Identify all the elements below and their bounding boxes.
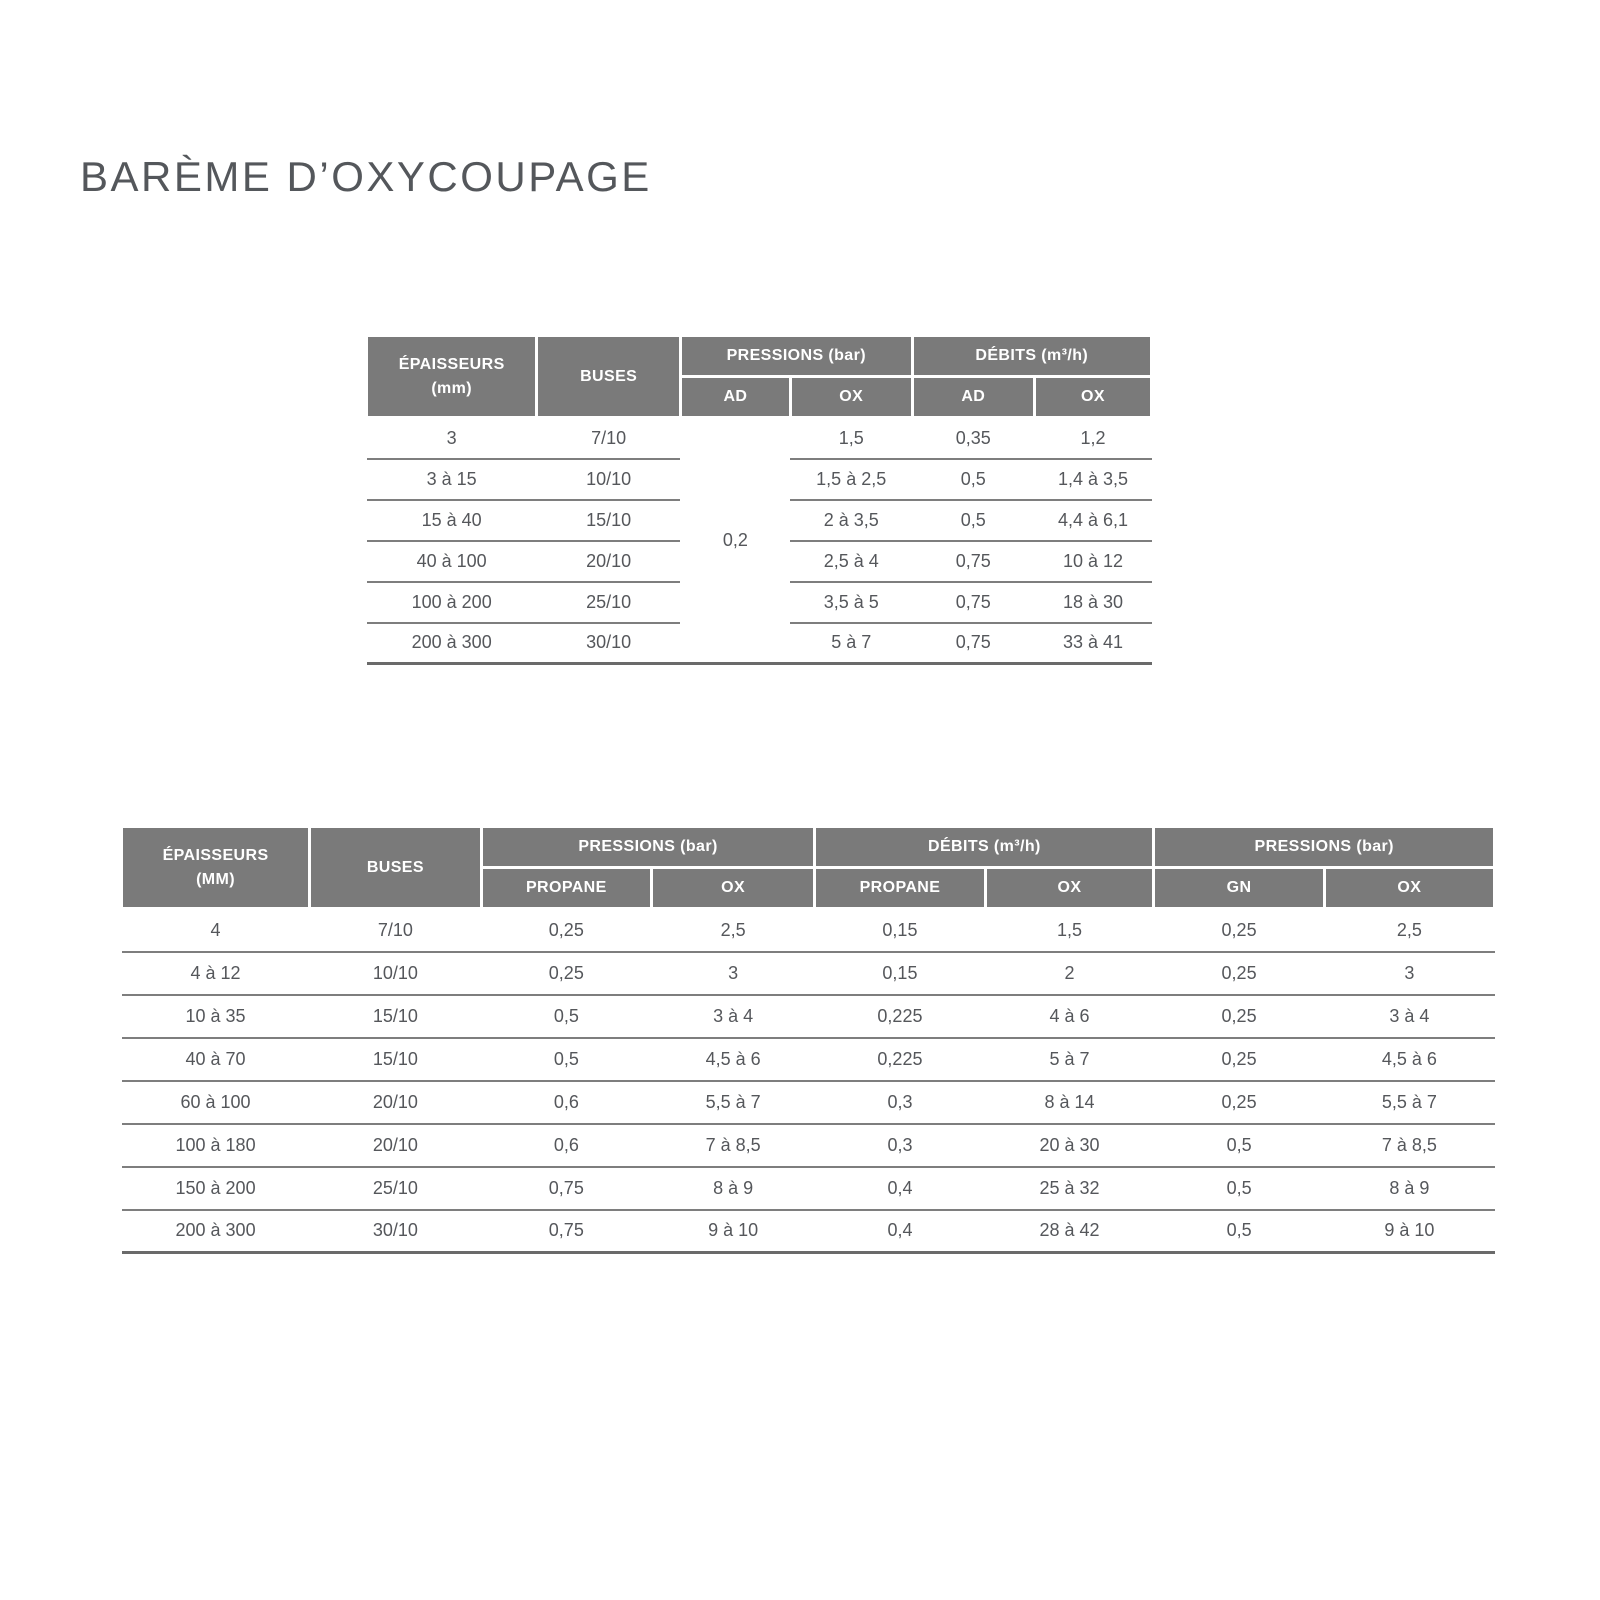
col-header-epaisseurs-unit: (mm)	[431, 379, 473, 397]
sub-header-debits-ox: OX	[985, 868, 1154, 909]
cell: 4 à 6	[985, 995, 1154, 1038]
cell: 3 à 15	[367, 459, 537, 500]
cell: 40 à 100	[367, 541, 537, 582]
sub-header-pressions-gn: GN	[1154, 868, 1324, 909]
cell: 18 à 30	[1035, 582, 1152, 623]
sub-header-pressions-ad: AD	[680, 377, 790, 418]
cell: 8 à 14	[985, 1081, 1154, 1124]
cell: 0,25	[481, 952, 651, 995]
cell: 7/10	[310, 909, 482, 952]
sub-header-debits-ad: AD	[912, 377, 1034, 418]
merged-ad-pression-cell: 0,2	[722, 530, 748, 550]
sub-header-pressions-ox: OX	[651, 868, 814, 909]
group-header-debits: DÉBITS (m³/h)	[912, 336, 1151, 377]
cell: 0,4	[815, 1167, 985, 1210]
cell: 0,75	[912, 541, 1034, 582]
table-row	[367, 418, 1152, 459]
cell: 0,6	[481, 1124, 651, 1167]
cell: 4	[122, 909, 310, 952]
cell: 7/10	[537, 418, 681, 459]
cell: 5 à 7	[985, 1038, 1154, 1081]
table2-body	[122, 909, 1495, 1253]
cell: 0,15	[815, 952, 985, 995]
group-header-debits: DÉBITS (m³/h)	[815, 827, 1154, 868]
cell: 7 à 8,5	[651, 1124, 814, 1167]
cell: 0,4	[887, 1220, 913, 1241]
cell: 20/10	[537, 541, 681, 582]
sub-header-pressions-ox: OX	[790, 377, 912, 418]
cell: 0,225	[815, 995, 985, 1038]
cell: 0,75	[481, 1167, 651, 1210]
table-row	[122, 1210, 1495, 1253]
cell: 0,5	[912, 500, 1034, 541]
cell: 25/10	[537, 582, 681, 623]
cell: 30/10	[372, 1220, 418, 1241]
cell: 8 à 9	[651, 1167, 814, 1210]
table1-body	[367, 418, 1152, 664]
cell: 0,75	[955, 632, 991, 653]
col-header-buses: BUSES	[310, 827, 482, 909]
oxycutting-table-ad	[365, 334, 1153, 665]
cell: 28 à 42	[1039, 1220, 1100, 1241]
cell: 0,5	[481, 1038, 651, 1081]
col-header-epaisseurs	[367, 336, 537, 418]
cell: 4,4 à 6,1	[1035, 500, 1152, 541]
sub-header-debits-ox: OX	[1035, 377, 1152, 418]
table1-header	[367, 336, 1152, 418]
table-row	[122, 1038, 1495, 1081]
cell: 200 à 300	[175, 1220, 256, 1241]
cell: 9 à 10	[708, 1220, 759, 1241]
cell: 2 à 3,5	[790, 500, 912, 541]
cell: 5 à 7	[831, 632, 872, 653]
cell: 150 à 200	[122, 1167, 310, 1210]
table-row	[122, 1167, 1495, 1210]
cell: 3	[1324, 952, 1494, 995]
cell: 25/10	[310, 1167, 482, 1210]
cell: 2,5 à 4	[790, 541, 912, 582]
cell: 7 à 8,5	[1324, 1124, 1494, 1167]
cell: 1,5 à 2,5	[790, 459, 912, 500]
cell: 10 à 12	[1035, 541, 1152, 582]
cell: 25 à 32	[985, 1167, 1154, 1210]
cell: 1,5	[790, 418, 912, 459]
sub-header-pressions-propane: PROPANE	[481, 868, 651, 909]
table2-header	[122, 827, 1495, 909]
cell: 60 à 100	[122, 1081, 310, 1124]
cell: 0,25	[1154, 1081, 1324, 1124]
cell: 0,35	[912, 418, 1034, 459]
cell: 40 à 70	[122, 1038, 310, 1081]
cell: 0,75	[912, 582, 1034, 623]
cell: 0,5	[1226, 1220, 1252, 1241]
cell: 9 à 10	[1384, 1220, 1435, 1241]
col-header-buses: BUSES	[537, 336, 681, 418]
table-row	[122, 1081, 1495, 1124]
cell: 15 à 40	[367, 500, 537, 541]
cell: 10 à 35	[122, 995, 310, 1038]
cell: 4,5 à 6	[1324, 1038, 1494, 1081]
cell: 10/10	[537, 459, 681, 500]
col-header-epaisseurs-label: ÉPAISSEURS	[162, 847, 269, 865]
cell: 15/10	[310, 995, 482, 1038]
table-row	[122, 1124, 1495, 1167]
cell: 0,25	[1154, 1038, 1324, 1081]
cell: 15/10	[537, 500, 681, 541]
table-row	[122, 952, 1495, 995]
cell: 200 à 300	[411, 632, 492, 653]
cell: 1,2	[1035, 418, 1152, 459]
cell: 0,25	[1154, 909, 1324, 952]
cell: 0,25	[1154, 952, 1324, 995]
cell: 3 à 4	[651, 995, 814, 1038]
cell: 5,5 à 7	[1324, 1081, 1494, 1124]
cell: 0,6	[481, 1081, 651, 1124]
cell: 0,15	[815, 909, 985, 952]
cell: 20/10	[310, 1081, 482, 1124]
cell: 3	[367, 418, 537, 459]
cell: 4 à 12	[122, 952, 310, 995]
col-header-epaisseurs	[122, 827, 310, 909]
cell: 8 à 9	[1324, 1167, 1494, 1210]
cell: 5,5 à 7	[651, 1081, 814, 1124]
cell: 0,75	[548, 1220, 584, 1241]
group-header-pressions: PRESSIONS (bar)	[680, 336, 912, 377]
oxycutting-table-propane-gn	[120, 825, 1496, 1254]
cell: 20/10	[310, 1124, 482, 1167]
page-title: BARÈME D’OXYCOUPAGE	[80, 153, 652, 200]
cell: 20 à 30	[985, 1124, 1154, 1167]
cell: 0,25	[1154, 995, 1324, 1038]
cell: 2,5	[1324, 909, 1494, 952]
cell: 0,5	[481, 995, 651, 1038]
col-header-epaisseurs-unit: (MM)	[196, 870, 235, 888]
sub-header-debits-propane: PROPANE	[815, 868, 985, 909]
cell: 0,5	[1154, 1124, 1324, 1167]
cell: 0,25	[481, 909, 651, 952]
cell: 3 à 4	[1324, 995, 1494, 1038]
cell: 10/10	[310, 952, 482, 995]
cell: 3	[651, 952, 814, 995]
sub-header-pressions-gn-ox: OX	[1324, 868, 1494, 909]
cell: 0,3	[815, 1081, 985, 1124]
cell: 0,225	[815, 1038, 985, 1081]
table-row	[122, 909, 1495, 952]
cell: 2	[985, 952, 1154, 995]
cell: 30/10	[586, 632, 632, 653]
cell: 0,5	[912, 459, 1034, 500]
cell: 1,5	[985, 909, 1154, 952]
group-header-pressions-gn: PRESSIONS (bar)	[1154, 827, 1495, 868]
cell: 3,5 à 5	[790, 582, 912, 623]
cell: 1,4 à 3,5	[1035, 459, 1152, 500]
cell: 2,5	[651, 909, 814, 952]
cell: 0,3	[815, 1124, 985, 1167]
cell: 4,5 à 6	[651, 1038, 814, 1081]
cell: 100 à 180	[122, 1124, 310, 1167]
col-header-epaisseurs-label: ÉPAISSEURS	[398, 356, 505, 374]
cell: 15/10	[310, 1038, 482, 1081]
group-header-pressions-propane: PRESSIONS (bar)	[481, 827, 815, 868]
cell: 33 à 41	[1062, 632, 1124, 653]
cell: 0,5	[1154, 1167, 1324, 1210]
cell: 100 à 200	[367, 582, 537, 623]
table-row	[122, 995, 1495, 1038]
